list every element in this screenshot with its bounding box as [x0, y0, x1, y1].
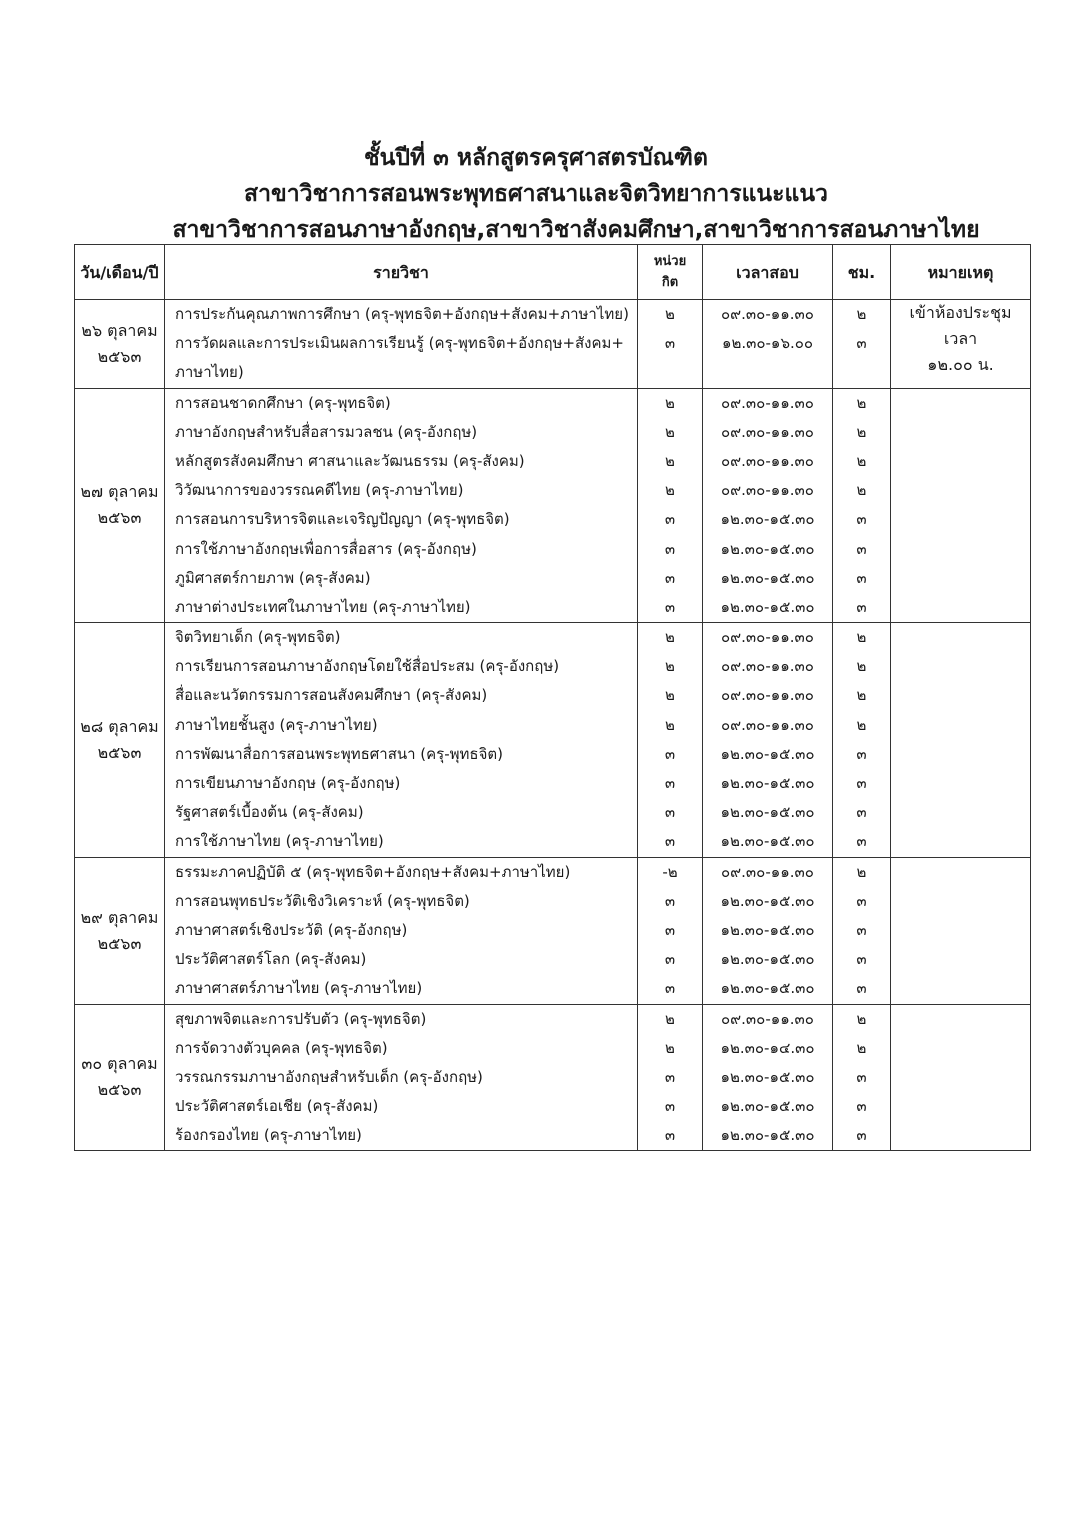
- exam-time: ๑๒.๓๐-๑๕.๓๐: [720, 832, 815, 851]
- credit-value: ๓: [664, 832, 676, 851]
- hours-value: ๓: [856, 832, 867, 851]
- credit-value: ๓: [664, 1067, 676, 1086]
- exam-time: ๐๙.๓๐-๑๑.๓๐: [721, 393, 814, 412]
- credit-value: ๒: [665, 657, 675, 676]
- hours-value: ๒: [856, 481, 867, 500]
- credit-value: ๒: [665, 1038, 675, 1057]
- date-cell: [75, 857, 165, 1004]
- date-year: ๒๕๖๓: [97, 742, 142, 762]
- credit-value: ๓: [664, 803, 676, 822]
- table-row: [75, 388, 1031, 623]
- exam-time: ๑๒.๓๐-๑๕.๓๐: [720, 568, 815, 587]
- subject-name: รัฐศาสตร์เบื้องต้น (ครุ-สังคม): [175, 803, 364, 822]
- date-cell: [75, 623, 165, 858]
- hours-value: ๒: [856, 862, 867, 881]
- exam-schedule-table: [74, 244, 1031, 1151]
- hours-value: ๓: [856, 1126, 867, 1145]
- header-date: วัน/เดือน/ปี: [75, 245, 165, 300]
- exam-time: ๑๒.๓๐-๑๕.๓๐: [720, 1126, 815, 1145]
- exam-time: ๑๒.๓๐-๑๕.๓๐: [720, 510, 815, 529]
- credits-cell: [638, 857, 703, 1004]
- note-line-3: ๑๒.๐๐ น.: [927, 355, 994, 374]
- hours-value: ๒: [856, 657, 867, 676]
- subject-name: การเขียนภาษาอังกฤษ (ครุ-อังกฤษ): [175, 774, 401, 792]
- subject-name: ภูมิศาสตร์กายภาพ (ครุ-สังคม): [175, 568, 371, 587]
- hours-value: ๓: [856, 979, 867, 998]
- credit-value: ๓: [664, 744, 676, 763]
- header-credits: [638, 245, 703, 300]
- title-line-3: สาขาวิชาการสอนภาษาอังกฤษ,สาขาวิชาสังคมศึกษา,สาขาวิชาการสอนภาษาไทย: [172, 217, 980, 243]
- note-cell: [891, 623, 1031, 858]
- exam-time: ๑๒.๓๐-๑๕.๓๐: [720, 920, 815, 939]
- hours-value: ๓: [856, 334, 867, 353]
- exam-time: ๐๙.๓๐-๑๑.๓๐: [721, 657, 814, 676]
- table-row: [75, 623, 1031, 858]
- table-row: [75, 857, 1031, 1004]
- credit-value: ๒: [665, 628, 675, 647]
- subject-name: วรรณกรรมภาษาอังกฤษสำหรับเด็ก (ครุ-อังกฤษ): [175, 1067, 483, 1086]
- subject-cell: [165, 857, 638, 1004]
- exam-time: ๐๙.๓๐-๑๑.๓๐: [721, 686, 814, 705]
- exam-time: ๐๙.๓๐-๑๑.๓๐: [721, 628, 814, 647]
- table-body: [75, 300, 1031, 1151]
- hours-value: ๓: [856, 891, 867, 910]
- exam-time: ๐๙.๓๐-๑๑.๓๐: [721, 715, 814, 734]
- date-cell: [75, 1004, 165, 1151]
- credit-value: ๓: [664, 510, 676, 529]
- subject-name: ประวัติศาสตร์โลก (ครุ-สังคม): [175, 950, 367, 969]
- subject-name: การใช้ภาษาอังกฤษเพื่อการสื่อสาร (ครุ-อังกฤษ): [175, 539, 477, 558]
- exam-time: ๑๒.๓๐-๑๕.๓๐: [720, 950, 815, 969]
- subject-name: วิวัฒนาการของวรรณคดีไทย (ครุ-ภาษาไทย): [175, 481, 464, 500]
- header-hours: ชม.: [833, 245, 891, 300]
- credits-cell: [638, 623, 703, 858]
- subject-name: ภาษาไทยชั้นสูง (ครุ-ภาษาไทย): [175, 715, 378, 734]
- exam-time: ๐๙.๓๐-๑๑.๓๐: [721, 305, 814, 323]
- exam-time: ๑๒.๓๐-๑๕.๓๐: [720, 539, 815, 558]
- hours-value: ๒: [856, 422, 867, 441]
- credit-value: ๒: [665, 715, 675, 734]
- exam-time: ๑๒.๓๐-๑๕.๓๐: [720, 891, 815, 910]
- credit-value: ๓: [664, 920, 676, 939]
- exam-time: ๑๒.๓๐-๑๖.๐๐: [721, 334, 814, 353]
- subject-name: การจัดวางตัวบุคคล (ครุ-พุทธจิต): [175, 1038, 388, 1057]
- date-year: ๒๕๖๓: [97, 508, 142, 528]
- hours-value: ๓: [856, 803, 867, 822]
- hours-value: ๓: [856, 920, 867, 939]
- exam-time: ๐๙.๓๐-๑๑.๓๐: [721, 1009, 814, 1028]
- credit-value: ๓: [664, 539, 676, 558]
- exam-time: ๐๙.๓๐-๑๑.๓๐: [721, 862, 814, 881]
- subject-name: การสอนชาดกศึกษา (ครุ-พุทธจิต): [175, 393, 391, 412]
- credit-value: ๓: [664, 597, 676, 616]
- hours-cell: [833, 623, 891, 858]
- credits-cell: [638, 388, 703, 623]
- hours-cell: [833, 388, 891, 623]
- subject-cell: [165, 623, 638, 858]
- header-note: หมายเหตุ: [891, 245, 1031, 300]
- exam-time: ๑๒.๓๐-๑๕.๓๐: [720, 1097, 815, 1116]
- hours-value: ๓: [856, 510, 867, 529]
- credit-value: ๓: [664, 979, 676, 998]
- header-credits-line-2: กิต: [661, 275, 679, 290]
- credit-value: ๓: [664, 950, 676, 969]
- credit-value: ๓: [664, 1097, 676, 1116]
- hours-value: ๒: [856, 393, 867, 412]
- hours-value: ๓: [856, 774, 867, 792]
- hours-value: ๒: [856, 305, 867, 323]
- subject-name: ภาษาต่างประเทศในภาษาไทย (ครุ-ภาษาไทย): [175, 597, 471, 616]
- hours-value: ๓: [856, 744, 867, 763]
- hours-value: ๒: [856, 1009, 867, 1028]
- date-day: ๒๙ ตุลาคม: [80, 907, 159, 927]
- hours-cell: [833, 300, 891, 389]
- date-cell: [75, 388, 165, 623]
- subject-cell: [165, 388, 638, 623]
- note-cell: [891, 388, 1031, 623]
- hours-value: ๒: [856, 686, 867, 705]
- note-cell: [891, 300, 1031, 389]
- credit-value: ๓: [664, 568, 676, 587]
- credit-value: ๓: [664, 334, 676, 353]
- subject-name: การเรียนการสอนภาษาอังกฤษโดยใช้สื่อประสม (ครุ-อังกฤษ): [175, 657, 560, 676]
- hours-value: ๓: [856, 597, 867, 616]
- date-day: ๒๖ ตุลาคม: [81, 320, 158, 340]
- title-line-1: ชั้นปีที่ ๓ หลักสูตรครุศาสตรบัณฑิต: [364, 145, 708, 171]
- subject-name: การใช้ภาษาไทย (ครุ-ภาษาไทย): [175, 832, 384, 851]
- credit-value: ๒: [665, 481, 675, 500]
- subject-name: การพัฒนาสื่อการสอนพระพุทธศาสนา (ครุ-พุทธจิต): [175, 744, 503, 763]
- date-year: ๒๕๖๓: [97, 346, 142, 366]
- exam-time: ๑๒.๓๐-๑๕.๓๐: [720, 597, 815, 616]
- exam-time-cell: [703, 1004, 833, 1151]
- exam-time-cell: [703, 300, 833, 389]
- credit-value: ๒: [665, 451, 675, 470]
- date-year: ๒๕๖๓: [97, 1080, 142, 1100]
- subject-name: สุขภาพจิตและการปรับตัว (ครุ-พุทธจิต): [175, 1009, 427, 1028]
- hours-value: ๒: [856, 715, 867, 734]
- exam-time-cell: [703, 388, 833, 623]
- exam-time: ๑๒.๓๐-๑๕.๓๐: [720, 979, 815, 998]
- hours-value: ๓: [856, 1067, 867, 1086]
- credit-value: ๒: [665, 305, 675, 323]
- hours-value: ๓: [856, 568, 867, 587]
- exam-time: ๐๙.๓๐-๑๑.๓๐: [721, 481, 814, 500]
- hours-value: ๓: [856, 1097, 867, 1116]
- subject-name: หลักสูตรสังคมศึกษา ศาสนาและวัฒนธรรม (ครุ-สังคม): [175, 451, 525, 470]
- title-line-2: สาขาวิชาการสอนพระพุทธศาสนาและจิตวิทยาการแนะแนว: [244, 181, 828, 207]
- exam-time-cell: [703, 623, 833, 858]
- credits-cell: [638, 300, 703, 389]
- exam-time: ๑๒.๓๐-๑๕.๓๐: [720, 803, 815, 822]
- subject-name: ภาษาไทย): [175, 363, 244, 382]
- credit-value: ๒: [665, 393, 675, 412]
- hours-cell: [833, 857, 891, 1004]
- header-subject: รายวิชา: [165, 245, 638, 300]
- subject-cell: [165, 300, 638, 389]
- header-time: เวลาสอบ: [703, 245, 833, 300]
- subject-cell: [165, 1004, 638, 1151]
- exam-time: ๑๒.๓๐-๑๕.๓๐: [720, 1067, 815, 1086]
- document-title: [0, 140, 1072, 248]
- note-line-2: เวลา: [943, 329, 978, 348]
- hours-value: ๓: [856, 950, 867, 969]
- note-cell: [891, 857, 1031, 1004]
- subject-name: การวัดผลและการประเมินผลการเรียนรู้ (ครุ-พุทธจิต+อังกฤษ+สังคม+: [175, 334, 624, 353]
- exam-time: ๐๙.๓๐-๑๑.๓๐: [721, 422, 814, 441]
- hours-value: ๒: [856, 628, 867, 647]
- credit-value: ๒: [665, 422, 675, 441]
- subject-name: ภาษาศาสตร์ภาษาไทย (ครุ-ภาษาไทย): [175, 979, 423, 998]
- date-day: ๒๗ ตุลาคม: [80, 482, 159, 502]
- table-header-row: [75, 245, 1031, 300]
- date-day: ๒๘ ตุลาคม: [80, 716, 159, 736]
- subject-name: สื่อและนวัตกรรมการสอนสังคมศึกษา (ครุ-สังคม): [175, 686, 488, 705]
- subject-name: การประกันคุณภาพการศึกษา (ครุ-พุทธจิต+อังกฤษ+สังคม+ภาษาไทย): [175, 305, 629, 323]
- subject-name: การสอนการบริหารจิตและเจริญปัญญา (ครุ-พุทธจิต): [175, 510, 510, 529]
- exam-time: ๑๒.๓๐-๑๔.๓๐: [720, 1038, 815, 1057]
- note-line-1: เข้าห้องประชุม: [909, 303, 1012, 322]
- subject-name: ธรรมะภาคปฏิบัติ ๕ (ครุ-พุทธจิต+อังกฤษ+สังคม+ภาษาไทย): [175, 862, 571, 881]
- exam-time: ๑๒.๓๐-๑๕.๓๐: [720, 744, 815, 763]
- credit-value: ๓: [664, 774, 676, 792]
- subject-name: การสอนพุทธประวัติเชิงวิเคราะห์ (ครุ-พุทธจิต): [175, 891, 470, 910]
- credit-value: ๒: [665, 686, 675, 705]
- note-cell: [891, 1004, 1031, 1151]
- credit-value: -๒: [662, 862, 678, 881]
- subject-name: ร้องกรองไทย (ครุ-ภาษาไทย): [175, 1126, 362, 1145]
- exam-time: ๐๙.๓๐-๑๑.๓๐: [721, 451, 814, 470]
- credit-value: ๓: [664, 891, 676, 910]
- credit-value: ๒: [665, 1009, 675, 1028]
- subject-name: ภาษาอังกฤษสำหรับสื่อสารมวลชน (ครุ-อังกฤษ): [175, 422, 478, 441]
- table-row: [75, 1004, 1031, 1151]
- exam-time: ๑๒.๓๐-๑๕.๓๐: [720, 774, 815, 792]
- credits-cell: [638, 1004, 703, 1151]
- subject-name: ภาษาศาสตร์เชิงประวัติ (ครุ-อังกฤษ): [175, 920, 408, 939]
- hours-value: ๒: [856, 1038, 867, 1057]
- header-credits-line-1: หน่วย: [653, 254, 687, 269]
- hours-value: ๒: [856, 451, 867, 470]
- date-year: ๒๕๖๓: [97, 933, 142, 953]
- credit-value: ๓: [664, 1126, 676, 1145]
- date-day: ๓๐ ตุลาคม: [81, 1054, 158, 1074]
- exam-time-cell: [703, 857, 833, 1004]
- hours-value: ๓: [856, 539, 867, 558]
- hours-cell: [833, 1004, 891, 1151]
- subject-name: จิตวิทยาเด็ก (ครุ-พุทธจิต): [175, 628, 341, 647]
- subject-name: ประวัติศาสตร์เอเชีย (ครุ-สังคม): [175, 1097, 379, 1116]
- date-cell: [75, 300, 165, 389]
- table-row: [75, 300, 1031, 389]
